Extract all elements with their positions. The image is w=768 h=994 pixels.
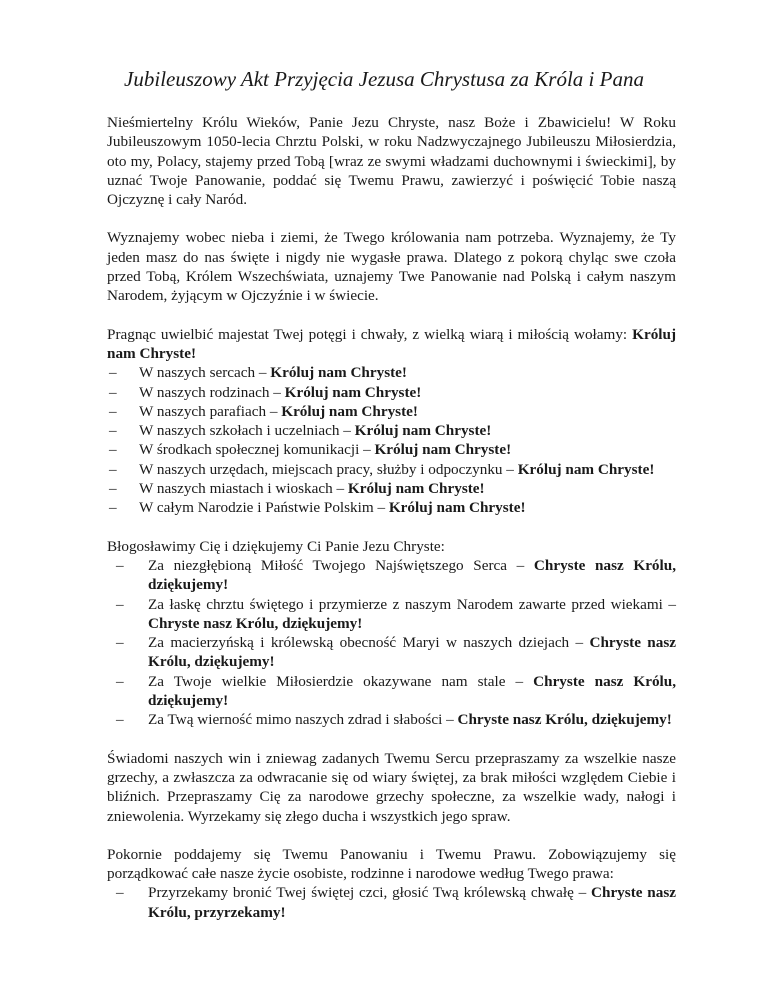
dash-bullet: – [116, 595, 124, 613]
list-item [107, 883, 676, 922]
document-title: Jubileuszowy Akt Przyjęcia Jezusa Chrystusa za Króla i Pana [124, 67, 644, 91]
list-item-text: W naszych sercach – [139, 364, 271, 382]
list-item-response: Króluj nam Chryste! [388, 499, 526, 517]
list-item-text: Za łaskę chrztu świętego i przymierze z naszym Narodem zawarte przed wiekami – [148, 595, 676, 613]
document-body [107, 113, 676, 941]
dash-bullet: – [116, 634, 124, 652]
dash-bullet: – [109, 499, 117, 517]
list-item-response: Chryste nasz Królu, przyrzekamy! [148, 884, 676, 921]
list-item-response: Króluj nam Chryste! [270, 364, 407, 382]
dash-bullet: – [109, 422, 117, 440]
paragraph-confession: Wyznajemy wobec nieba i ziemi, że Twego królowania nam potrzeba. Wyznajemy, że Ty jeden masz do nas święte i nigdy nie wygasłe prawa. Dlatego z pokorą chyląc swe czoła przed Tobą, Królem Wszechświata, uznajemy Twe Panowanie nad Polską i całym naszym Narodem, żyjącym w Ojczyźnie i w świecie. [107, 229, 676, 305]
dash-bullet: – [109, 364, 117, 382]
dash-bullet: – [116, 884, 124, 902]
list-item-response: Króluj nam Chryste! [354, 422, 492, 440]
reign-list [107, 363, 676, 517]
list-item-text: W naszych szkołach i uczelniach – [139, 422, 355, 440]
list-item [107, 479, 676, 498]
paragraph-repentance: Świadomi naszych win i zniewag zadanych Twemu Sercu przepraszamy za wszelkie nasze grzechy, a zwłaszcza za odwracanie się od wiary świętej, za brak miłości względem Ciebie i bliźnich. Przepraszamy Cię za narodowe grzechy społeczne, za wszelkie wady, nałogi i zniewolenia. Wyrzekamy się złego ducha i wszystkich jego spraw. [107, 749, 676, 825]
list-item [107, 383, 676, 402]
list-item-text: W całym Narodzie i Państwie Polskim – [139, 499, 389, 517]
list-item-response: Chryste nasz Królu, dziękujemy! [148, 556, 676, 594]
list-item-response: Chryste nasz Królu, dziękujemy! [148, 672, 676, 710]
paragraph-invocation: Nieśmiertelny Królu Wieków, Panie Jezu Chryste, nasz Boże i Zbawicielu! W Roku Jubileuszowym 1050-lecia Chrztu Polski, w roku Nadzwyczajnego Jubileuszu Miłosierdzia, oto my, Polacy, stajemy przed Tobą [wraz ze swymi władzami duchownymi i świeckimi], by uznać Twoje Panowanie, poddać się Twemu Prawu, zawierzyć i poświęcić Tobie naszą Ojczyznę i cały Naród. [107, 114, 676, 209]
list-item [107, 633, 676, 672]
list-item [107, 498, 676, 517]
paragraph-praise-text: Pragnąc uwielbić majestat Twej potęgi i chwały, z wielką wiarą i miłością wołamy: [107, 325, 628, 343]
list-item-response: Króluj nam Chryste! [347, 480, 485, 498]
list-item-response: Chryste nasz Królu, dziękujemy! [148, 614, 363, 632]
paragraph-thanks: Błogosławimy Cię i dziękujemy Ci Panie Jezu Chryste: [107, 537, 445, 555]
list-item-text: W naszych rodzinach – [139, 383, 285, 401]
promise-list [107, 883, 676, 922]
list-item [107, 710, 676, 729]
list-item [107, 672, 676, 711]
list-item-text: Za niezgłębioną Miłość Twojego Najświętszego Serca – [148, 556, 534, 574]
list-item [107, 440, 676, 459]
dash-bullet: – [116, 556, 124, 574]
list-item-text: Przyrzekamy bronić Twej świętej czci, głosić Twą królewską chwałę – [148, 884, 592, 902]
dash-bullet: – [109, 402, 117, 420]
dash-bullet: – [116, 672, 124, 690]
list-item-text: W naszych urzędach, miejscach pracy, służby i odpoczynku – [139, 460, 518, 478]
list-item [107, 402, 676, 421]
list-item-response: Chryste nasz Królu, dziękujemy! [148, 634, 676, 671]
dash-bullet: – [109, 460, 117, 478]
list-item-text: W środkach społecznej komunikacji – [139, 441, 375, 459]
list-item-text: W naszych parafiach – [139, 402, 282, 420]
list-item [107, 595, 676, 634]
list-item-text: Za macierzyńską i królewską obecność Maryi w naszych dziejach – [148, 634, 590, 652]
list-item [107, 363, 676, 382]
list-item-text: Za Twą wierność mimo naszych zdrad i słabości – [148, 711, 458, 729]
list-item-text: Za Twoje wielkie Miłosierdzie okazywane nam stale – [148, 672, 534, 690]
list-item [107, 556, 676, 595]
list-item [107, 421, 676, 440]
paragraph-praise-bold: Króluj nam Chryste! [107, 325, 677, 362]
list-item-response: Króluj nam Chryste! [374, 441, 512, 459]
dash-bullet: – [109, 383, 117, 401]
paragraph-praise [107, 325, 676, 364]
list-item-text: W naszych miastach i wioskach – [139, 480, 348, 498]
list-item-response: Króluj nam Chryste! [281, 402, 418, 420]
dash-bullet: – [109, 480, 117, 498]
list-item-response: Chryste nasz Królu, dziękujemy! [457, 711, 672, 729]
list-item-response: Króluj nam Chryste! [517, 460, 655, 478]
paragraph-submission: Pokornie poddajemy się Twemu Panowaniu i Twemu Prawu. Zobowiązujemy się porządkować całe nasze życie osobiste, rodzinne i narodowe według Twego prawa: [107, 845, 676, 883]
dash-bullet: – [109, 441, 117, 459]
dash-bullet: – [116, 711, 124, 729]
thanks-list [107, 556, 676, 730]
list-item [107, 460, 676, 479]
list-item-response: Króluj nam Chryste! [284, 383, 422, 401]
